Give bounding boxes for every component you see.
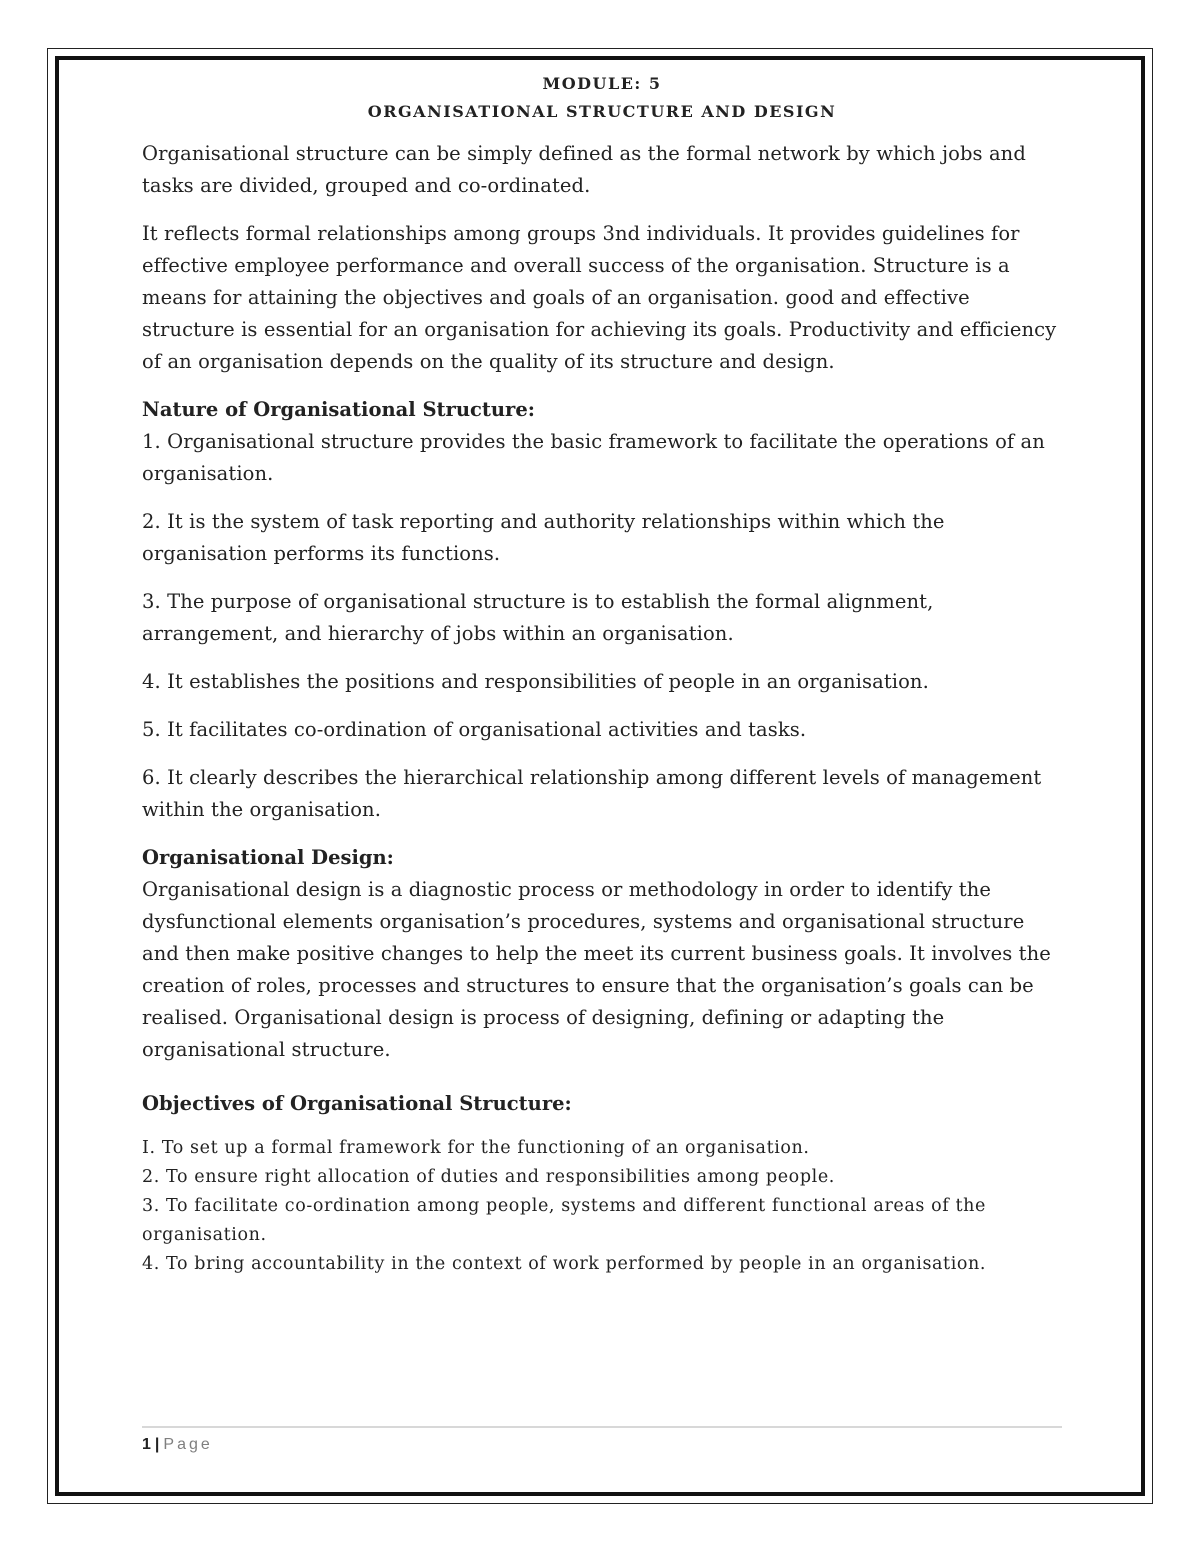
objectives-heading: Objectives of Organisational Structure: — [142, 1092, 572, 1115]
objective-item: I. To set up a formal framework for the functioning of an organisation. — [142, 1138, 810, 1158]
footer-separator: | — [154, 1436, 160, 1453]
intro-paragraph-2: It reflects formal relationships among groups 3nd individuals. It provides guidelines for effective employee performance and overall success of the organisation. Structure is a means for attaining the objectives and goals of an organisation. good and effective structure is essential for an organisation for achieving its goals. Productivity and efficiency of an organisation depends on the quality of its structure and design. — [142, 222, 1057, 373]
design-paragraph: Organisational design is a diagnostic process or methodology in order to identify the dysfunctional elements organisation’s procedures, systems and organisational structure and then make positive changes to help the meet its current business goals. It involves the creation of roles, processes and structures to ensure that the organisation’s goals can be realised. Organisational design is process of designing, defining or adapting the organisational structure. — [142, 878, 1051, 1061]
nature-item: 5. It facilitates co-ordination of organisational activities and tasks. — [142, 718, 807, 741]
nature-heading: Nature of Organisational Structure: — [142, 398, 535, 421]
document-content — [142, 70, 1062, 1279]
module-title: ORGANISATIONAL STRUCTURE AND DESIGN — [367, 102, 837, 121]
nature-item: 2. It is the system of task reporting and authority relationships within which the organisation performs its functions. — [142, 510, 945, 565]
page-number: 1 — [142, 1436, 151, 1453]
design-heading: Organisational Design: — [142, 846, 394, 869]
intro-paragraph-1: Organisational structure can be simply defined as the formal network by which jobs and tasks are divided, grouped and co-ordinated. — [142, 142, 1026, 197]
nature-item: 4. It establishes the positions and responsibilities of people in an organisation. — [142, 670, 929, 693]
nature-item: 1. Organisational structure provides the basic framework to facilitate the operations of an organisation. — [142, 430, 1045, 485]
page-label: Page — [163, 1436, 213, 1453]
objective-item: 3. To facilitate co-ordination among people, systems and different functional areas of the organisation. — [142, 1196, 986, 1245]
nature-item: 3. The purpose of organisational structure is to establish the formal alignment, arrangement, and hierarchy of jobs within an organisation. — [142, 590, 934, 645]
footer-divider — [142, 1426, 1062, 1428]
nature-item: 6. It clearly describes the hierarchical relationship among different levels of management within the organisation. — [142, 766, 1042, 821]
objective-item: 2. To ensure right allocation of duties and responsibilities among people. — [142, 1167, 835, 1187]
objective-item: 4. To bring accountability in the context of work performed by people in an organisation. — [142, 1254, 987, 1274]
module-number: MODULE: 5 — [542, 74, 662, 93]
page-footer — [142, 1434, 213, 1456]
